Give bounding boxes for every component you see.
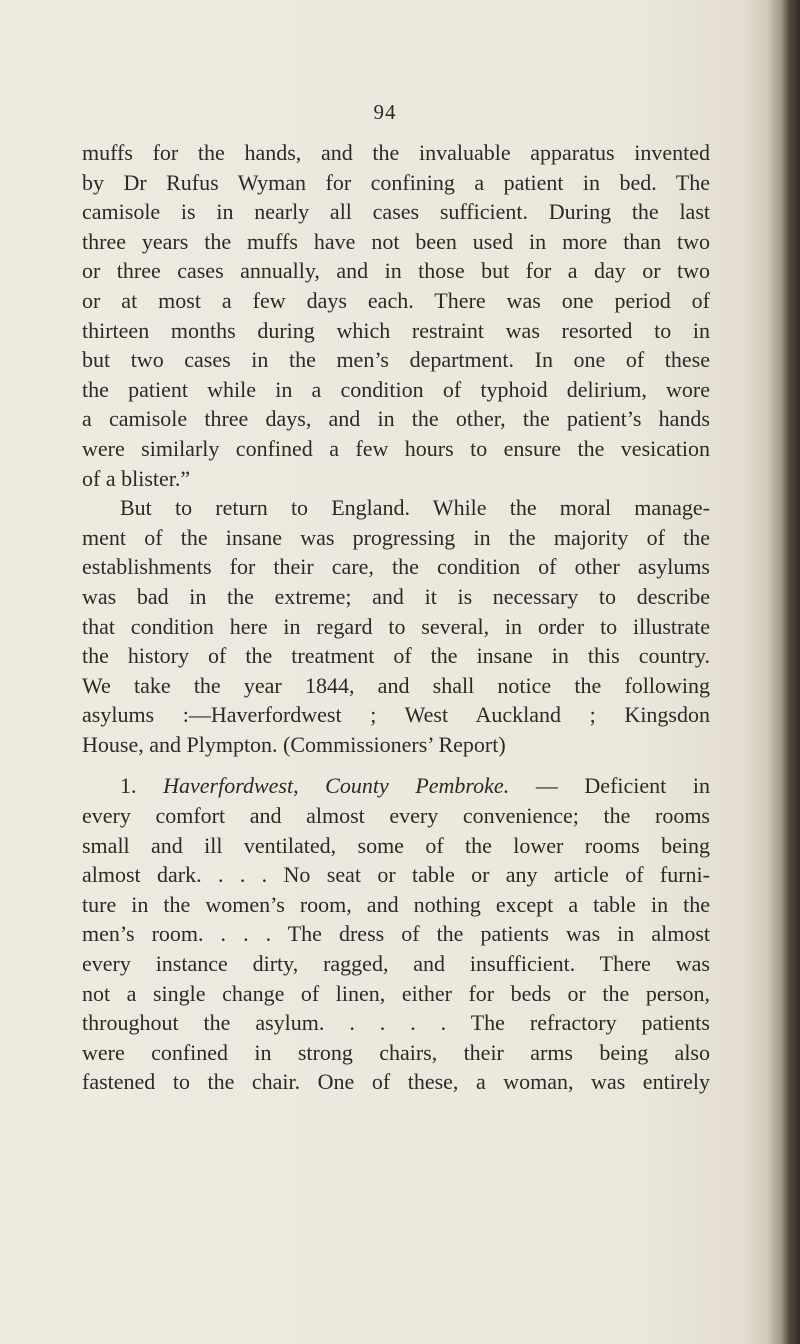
text-line: muffs for the hands, and the invaluable apparatus invented <box>82 140 710 165</box>
entry-place: Haverfordwest <box>163 773 294 799</box>
entry-line: every comfort and almost every convenience; the rooms <box>82 803 710 829</box>
text-line: House, and Plympton. (Commissioners’ Report) <box>82 731 506 757</box>
text-line: a camisole three days, and in the other, the patient’s hands <box>82 406 710 432</box>
entry-line: small and ill ventilated, some of the lower rooms being <box>82 832 710 858</box>
entry-line: every instance dirty, ragged, and insufficient. There was <box>82 951 710 977</box>
text-line: were similarly confined a few hours to ensure the vesication <box>82 435 710 461</box>
text-line: the history of the treatment of the insane in this country. <box>82 643 710 669</box>
book-spine-shadow <box>782 0 800 1344</box>
entry-number: 1. <box>120 773 137 799</box>
entry-line: fastened to the chair. One of these, a woman, was entirely <box>82 1069 710 1095</box>
text-line: We take the year 1844, and shall notice the following <box>82 672 710 698</box>
text-line: camisole is in nearly all cases sufficient. During the last <box>82 199 710 225</box>
entry-line: were confined in strong chairs, their arms being also <box>82 1039 710 1065</box>
entry-line: not a single change of linen, either for beds or the person, <box>82 980 710 1006</box>
entry-separator: , <box>293 773 299 799</box>
entry-line: almost dark. . . . No seat or table or any article of furni- <box>82 862 710 888</box>
text-line: the patient while in a condition of typhoid delirium, wore <box>82 376 710 402</box>
text-line: by Dr Rufus Wyman for confining a patient in bed. The <box>82 169 710 195</box>
text-line: or three cases annually, and in those but for a day or two <box>82 258 710 284</box>
entry-line: throughout the asylum. . . . . The refractory patients <box>82 1010 710 1036</box>
text-line: was bad in the extreme; and it is necessary to describe <box>82 583 710 609</box>
entry-heading-line <box>82 771 710 801</box>
entry-county: County Pembroke. <box>325 773 510 799</box>
entry-line: men’s room. . . . The dress of the patients was in almost <box>82 921 710 947</box>
text-line: or at most a few days each. There was one period of <box>82 287 710 313</box>
text-line: establishments for their care, the condition of other asylums <box>82 554 710 580</box>
text-line: three years the muffs have not been used in more than two <box>82 228 710 254</box>
text-line: that condition here in regard to several, in order to illustrate <box>82 613 710 639</box>
entry-first-line-rest: — Deficient in <box>509 773 710 799</box>
text-line: of a blister.” <box>82 465 191 491</box>
text-line: ment of the insane was progressing in the majority of the <box>82 524 710 550</box>
text-line: asylums :—Haverfordwest ; West Auckland ; Kingsdon <box>82 702 710 728</box>
text-line: but two cases in the men’s department. In one of these <box>82 347 710 373</box>
entry-line: ture in the women’s room, and nothing except a table in the <box>82 891 710 917</box>
body-text <box>82 138 710 1097</box>
paragraph-start-line: But to return to England. While the moral manage- <box>120 495 710 521</box>
page-number: 94 <box>373 100 397 124</box>
text-line: thirteen months during which restraint was resorted to in <box>82 317 710 343</box>
